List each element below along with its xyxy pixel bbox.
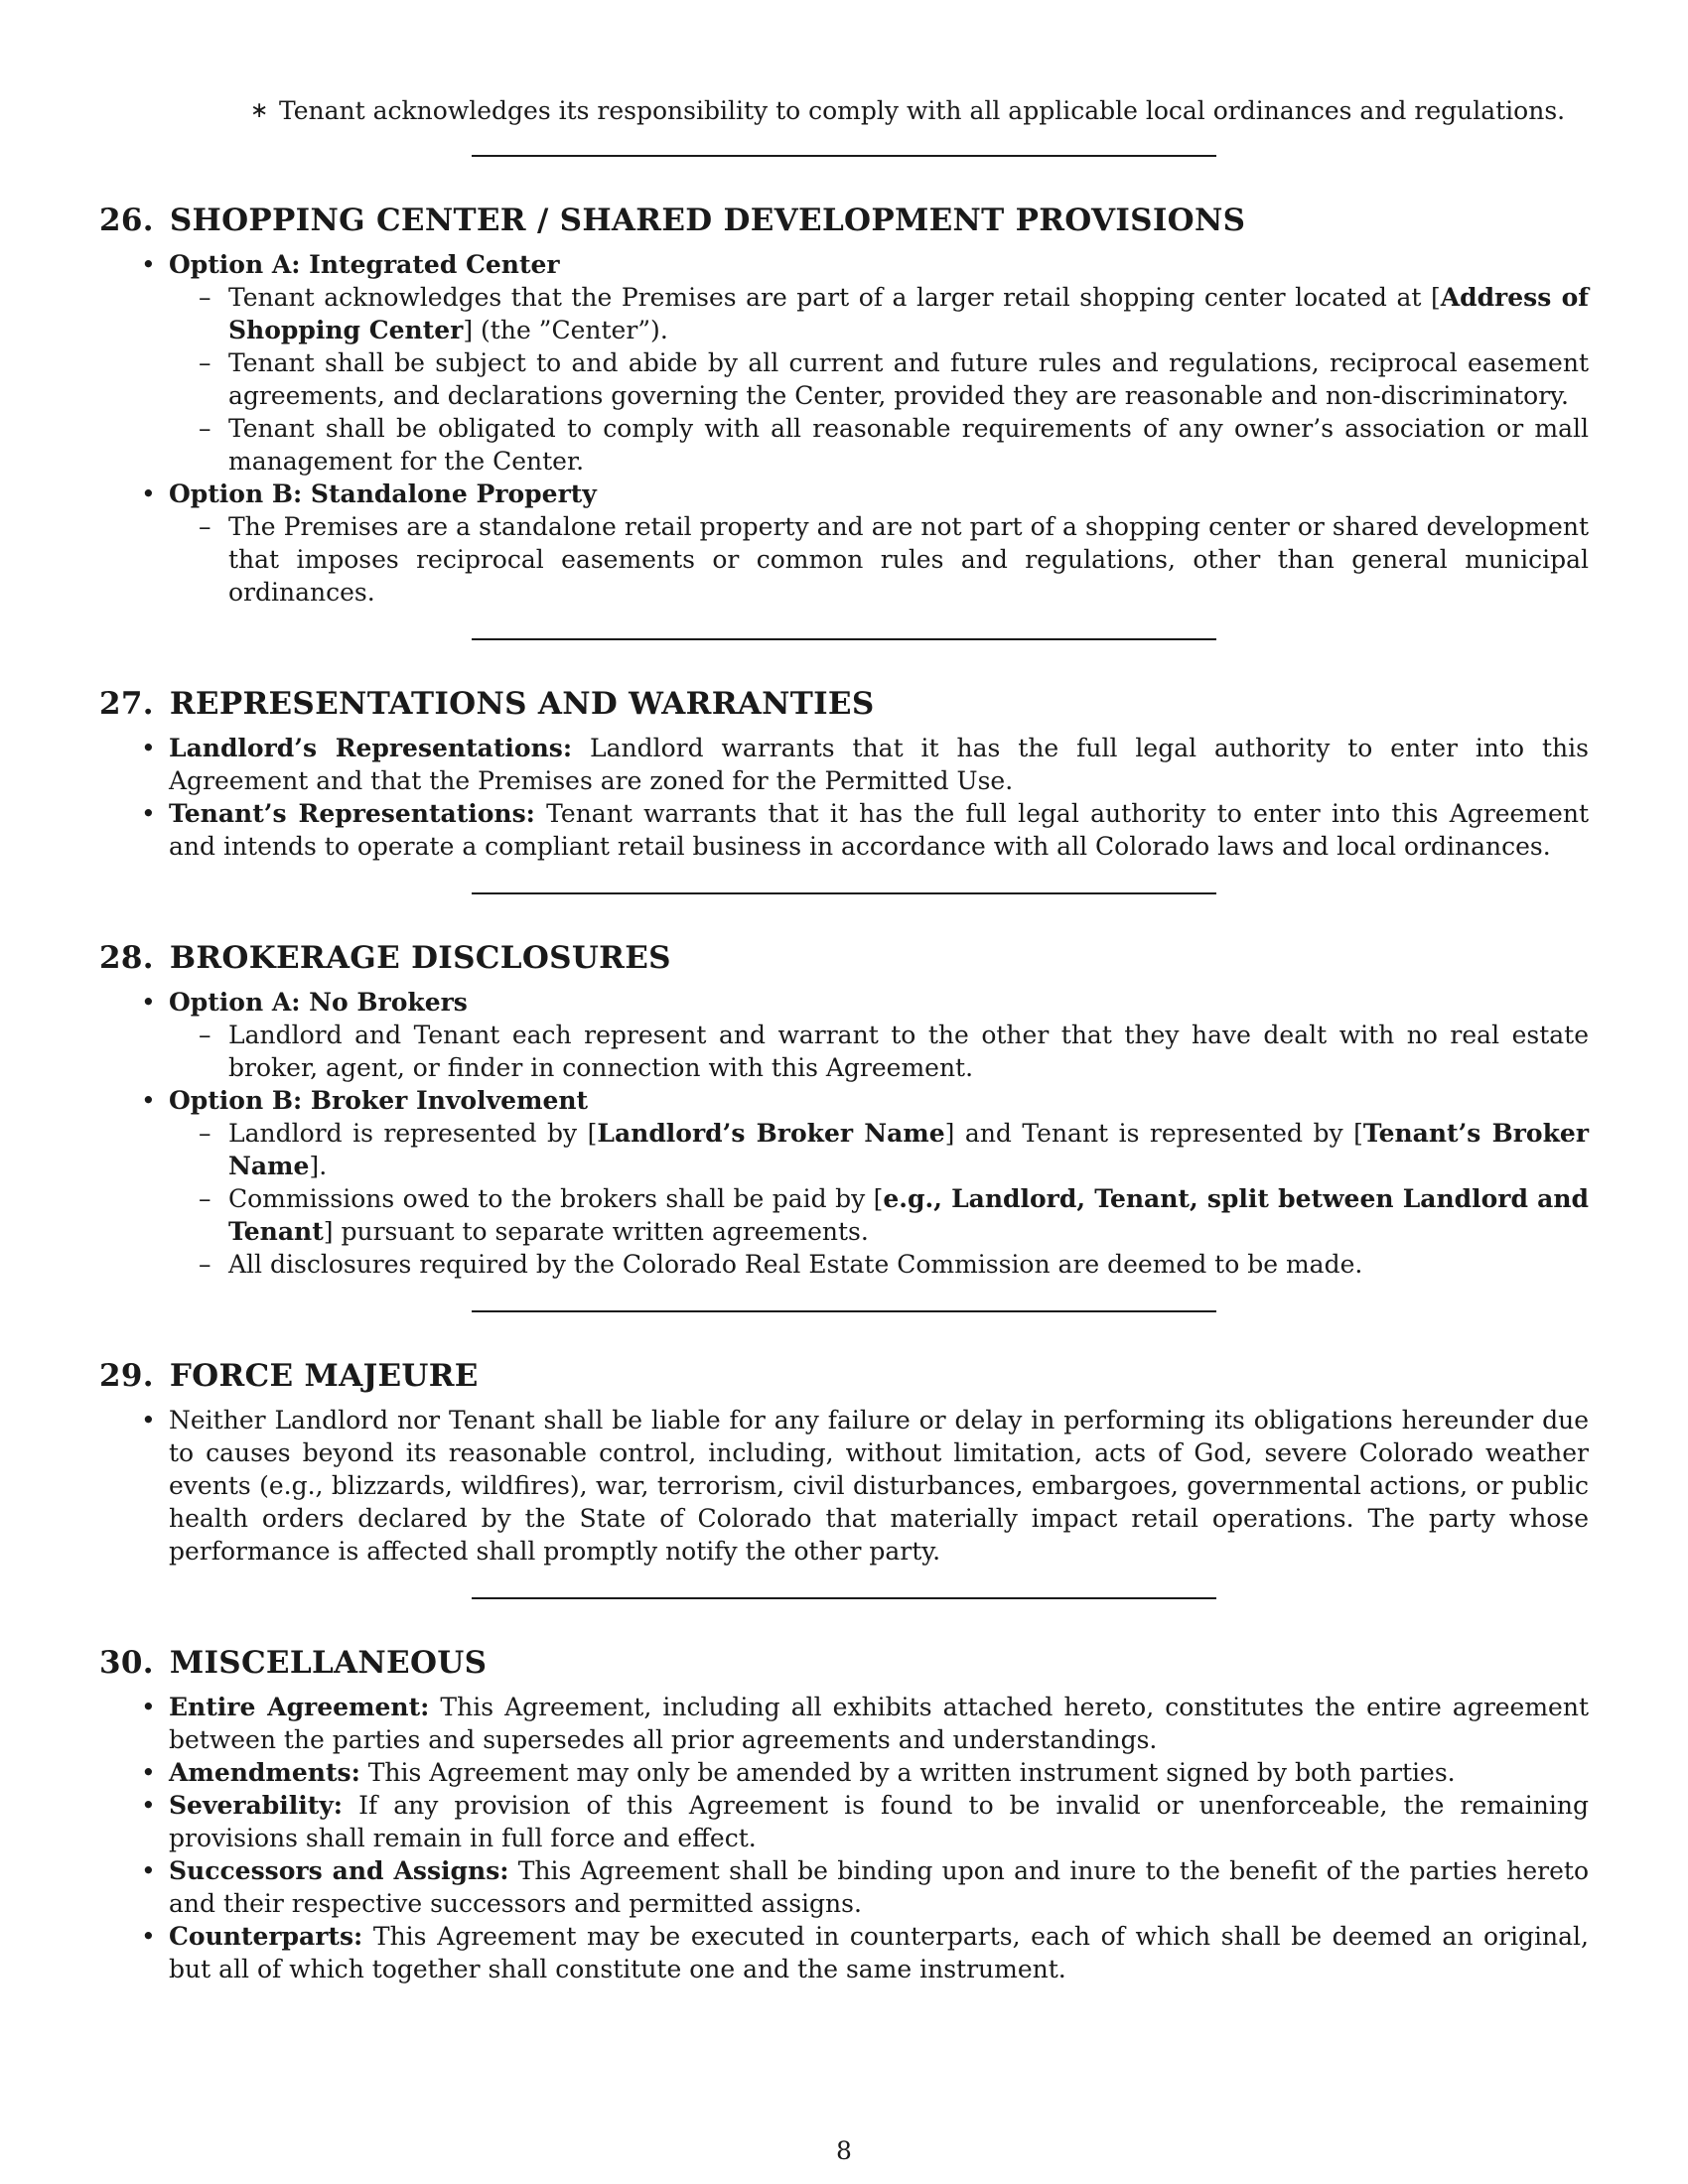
- section-heading: [99, 1356, 1589, 1396]
- section-number: 27.: [99, 686, 154, 722]
- item-text: Landlord is represented by: [228, 1119, 588, 1148]
- dash-icon: –: [199, 1119, 211, 1148]
- list-item: [141, 732, 1589, 797]
- section-title: FORCE MAJEURE: [169, 1358, 479, 1394]
- section-title: SHOPPING CENTER / SHARED DEVELOPMENT PROVISIONS: [169, 203, 1246, 238]
- term-label: Severability:: [169, 1791, 344, 1820]
- page-number: 8: [836, 2136, 852, 2165]
- list-item: [141, 1920, 1589, 1985]
- bracket-close: ]: [323, 1217, 334, 1246]
- bullet-icon: •: [141, 1086, 156, 1115]
- section-28: [99, 938, 1589, 1281]
- section-heading: [99, 684, 1589, 724]
- item-text: All disclosures required by the Colorado Real Estate Commission are deemed to be made.: [228, 1250, 1363, 1279]
- bullet-icon: •: [141, 479, 156, 508]
- dash-icon: –: [199, 1021, 211, 1049]
- bracket-open: [: [873, 1184, 884, 1213]
- bullet-icon: •: [141, 1922, 156, 1951]
- bullet-icon: •: [141, 1693, 156, 1721]
- term-label: Entire Agreement:: [169, 1693, 430, 1721]
- section-bullet-list: [99, 1691, 1589, 1985]
- placeholder-field: Landlord’s Broker Name: [597, 1119, 945, 1148]
- section-title: REPRESENTATIONS AND WARRANTIES: [169, 686, 875, 722]
- dash-icon: –: [199, 1184, 211, 1213]
- sub-list-item: [199, 1019, 1589, 1084]
- section-30: [99, 1643, 1589, 1985]
- bracket-open: [: [587, 1119, 598, 1148]
- sub-list: [169, 510, 1589, 609]
- item-text: This Agreement shall be binding upon and inure to the benefit of the parties hereto and their respective successors and permitted assigns.: [169, 1856, 1589, 1918]
- sub-list-item: [199, 412, 1589, 478]
- sub-list: [169, 1117, 1589, 1281]
- option-label: Option B: Standalone Property: [169, 479, 597, 508]
- list-item: [141, 986, 1589, 1084]
- section-26: [99, 201, 1589, 609]
- sub-list-item: [199, 1182, 1589, 1248]
- bracket-close: ]: [463, 316, 474, 344]
- section-title: MISCELLANEOUS: [169, 1645, 488, 1681]
- dash-icon: –: [199, 348, 211, 377]
- item-text: Tenant warrants that it has the full legal authority to enter into this Agreement and intends to operate a compliant retail business in accordance with all Colorado laws and local ordinances.: [169, 799, 1589, 861]
- dash-icon: –: [199, 512, 211, 541]
- list-item: [141, 1756, 1589, 1789]
- item-text: pursuant to separate written agreements.: [333, 1217, 869, 1246]
- dash-icon: –: [199, 414, 211, 443]
- dash-icon: –: [199, 1250, 211, 1279]
- item-text: The Premises are a standalone retail property and are not part of a shopping center or shared development that imposes reciprocal easements or common rules and regulations, other than general municipal ordinances.: [228, 512, 1589, 607]
- item-text: This Agreement may only be amended by a written instrument signed by both parties.: [359, 1758, 1456, 1787]
- item-text: Landlord and Tenant each represent and warrant to the other that they have dealt with no real estate broker, agent, or finder in connection with this Agreement.: [228, 1021, 1589, 1082]
- list-item: [141, 1404, 1589, 1568]
- list-item: [141, 478, 1589, 609]
- list-item: [141, 1854, 1589, 1920]
- list-item: [141, 1789, 1589, 1854]
- item-text: If any provision of this Agreement is found to be invalid or unenforceable, the remaining provisions shall remain in full force and effect.: [169, 1791, 1589, 1852]
- bracket-open: [: [1430, 283, 1441, 312]
- bullet-icon: •: [141, 799, 156, 828]
- item-text: Landlord warrants that it has the full legal authority to enter into this Agreement and that the Premises are zoned for the Permitted Use.: [169, 734, 1589, 795]
- dash-icon: –: [199, 283, 211, 312]
- sub-list-item: [199, 1248, 1589, 1281]
- section-heading: [99, 1643, 1589, 1683]
- list-item: [141, 797, 1589, 863]
- term-label: Amendments:: [169, 1758, 360, 1787]
- sub-list: [169, 281, 1589, 478]
- term-label: Landlord’s Representations:: [169, 734, 573, 762]
- option-label: Option A: No Brokers: [169, 988, 468, 1017]
- section-29: [99, 1356, 1589, 1568]
- sub-list-item: [199, 1117, 1589, 1182]
- item-text: .: [319, 1152, 328, 1180]
- section-number: 30.: [99, 1645, 154, 1681]
- page-content: [99, 94, 1589, 1985]
- item-text: Tenant shall be obligated to comply with all reasonable requirements of any owner’s association or mall management for the Center.: [228, 414, 1589, 476]
- bullet-icon: •: [141, 1856, 156, 1885]
- item-text: and Tenant is represented by: [954, 1119, 1354, 1148]
- item-text: This Agreement may be executed in counterparts, each of which shall be deemed an original, but all of which together shall constitute one and the same instrument.: [169, 1922, 1589, 1983]
- bullet-icon: •: [141, 1791, 156, 1820]
- item-text: Tenant shall be subject to and abide by all current and future rules and regulations, reciprocal easement agreements, and declarations governing the Center, provided they are reasonable and non-discriminatory.: [228, 348, 1589, 410]
- section-bullet-list: [99, 732, 1589, 863]
- sub-list: [169, 1019, 1589, 1084]
- section-bullet-list: [99, 1404, 1589, 1568]
- item-text: Tenant acknowledges that the Premises are part of a larger retail shopping center located at: [228, 283, 1431, 312]
- bullet-icon: •: [141, 1758, 156, 1787]
- section-divider: [472, 155, 1216, 157]
- bullet-icon: •: [141, 988, 156, 1017]
- list-item: [141, 1084, 1589, 1281]
- item-text: (the ”Center”).: [473, 316, 668, 344]
- bullet-icon: •: [141, 250, 156, 279]
- bullet-icon: •: [141, 734, 156, 762]
- section-heading: [99, 938, 1589, 978]
- intro-list-item: [99, 94, 1589, 127]
- section-divider: [472, 1310, 1216, 1312]
- section-number: 28.: [99, 940, 154, 976]
- section-number: 29.: [99, 1358, 154, 1394]
- bullet-icon: •: [141, 1406, 156, 1434]
- sub-list-item: [199, 510, 1589, 609]
- placeholder-field: Tenant’s Broker Name: [228, 1119, 1589, 1180]
- list-item: [141, 1691, 1590, 1756]
- section-bullet-list: [99, 986, 1589, 1281]
- sub-list-item: [199, 281, 1589, 346]
- item-text: This Agreement, including all exhibits attached hereto, constitutes the entire agreement between the parties and supersedes all prior agreements and understandings.: [169, 1693, 1590, 1754]
- term-label: Tenant’s Representations:: [169, 799, 535, 828]
- term-label: Counterparts:: [169, 1922, 363, 1951]
- section-divider: [472, 892, 1216, 894]
- bracket-open: [: [1353, 1119, 1363, 1148]
- section-27: [99, 684, 1589, 863]
- term-label: Successors and Assigns:: [169, 1856, 509, 1885]
- placeholder-field: Address of Shopping Center: [228, 283, 1589, 344]
- section-bullet-list: [99, 248, 1589, 609]
- option-label: Option B: Broker Involvement: [169, 1086, 589, 1115]
- intro-item-text: Tenant acknowledges its responsibility to comply with all applicable local ordinances and regulations.: [279, 96, 1566, 125]
- section-divider: [472, 638, 1216, 640]
- bracket-close: ]: [944, 1119, 955, 1148]
- list-item: [141, 248, 1589, 478]
- item-text: Neither Landlord nor Tenant shall be liable for any failure or delay in performing its obligations hereunder due to causes beyond its reasonable control, including, without limitation, acts of God, severe Colorado weather events (e.g., blizzards, wildfires), war, terrorism, civil disturbances, embargoes, governmental actions, or public health orders declared by the State of Colorado that materially impact retail operations. The party whose performance is affected shall promptly notify the other party.: [169, 1406, 1589, 1566]
- sub-list-item: [199, 346, 1589, 412]
- bracket-close: ]: [309, 1152, 320, 1180]
- asterisk-bullet-icon: ∗: [250, 98, 269, 123]
- section-heading: [99, 201, 1589, 240]
- option-label: Option A: Integrated Center: [169, 250, 560, 279]
- item-text: Commissions owed to the brokers shall be paid by: [228, 1184, 874, 1213]
- section-title: BROKERAGE DISCLOSURES: [169, 940, 671, 976]
- section-number: 26.: [99, 203, 154, 238]
- placeholder-field: e.g., Landlord, Tenant, split between Landlord and Tenant: [228, 1184, 1589, 1246]
- section-divider: [472, 1597, 1216, 1599]
